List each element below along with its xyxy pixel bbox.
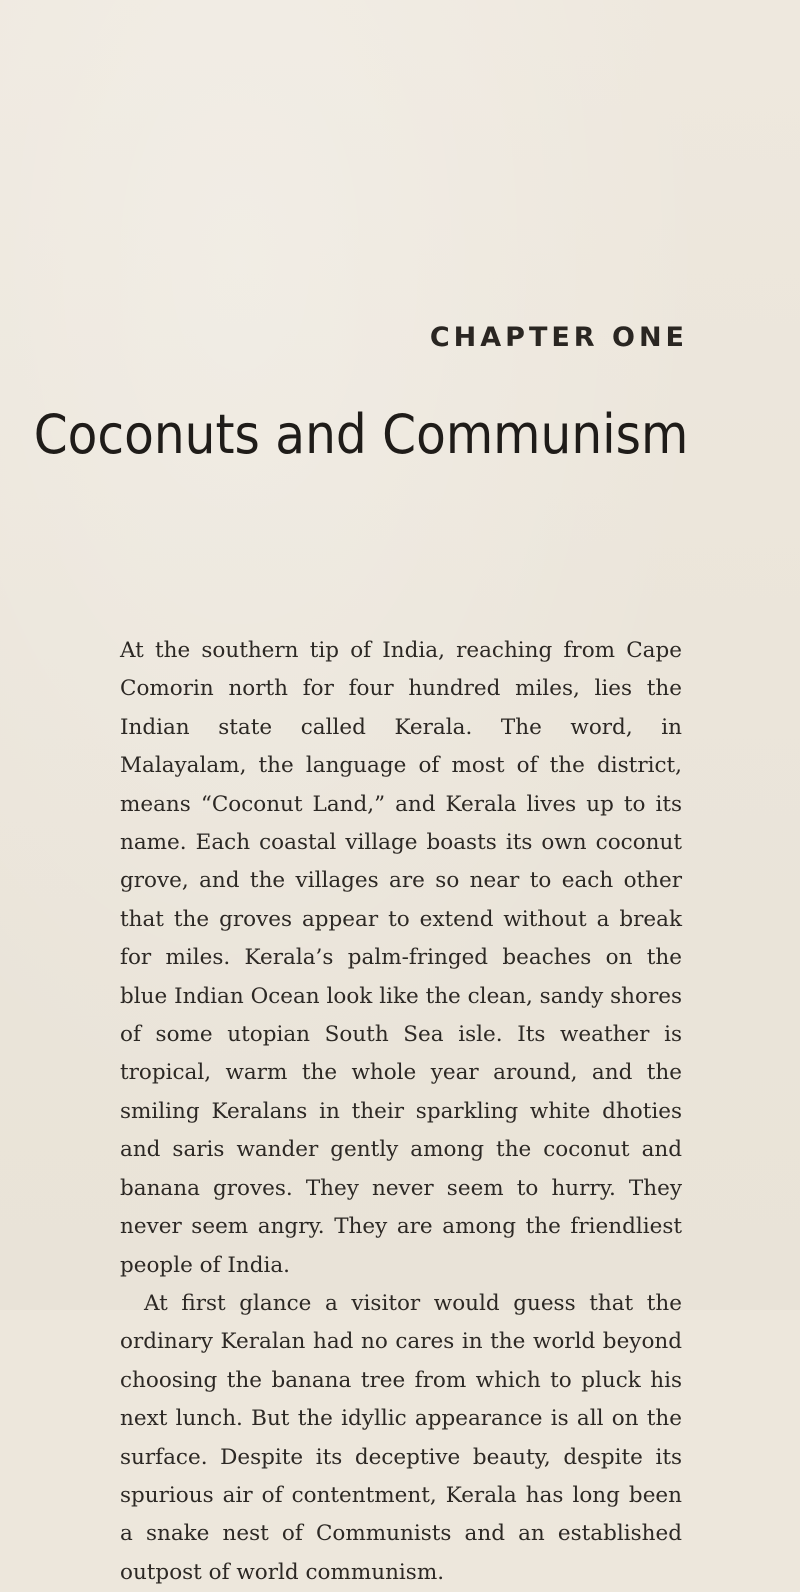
chapter-title: Coconuts and Communism	[33, 403, 688, 466]
paragraph-1: At the southern tip of India, reaching from Cape Comorin north for four hundred miles, lies the Indian state called Kerala. The word, in Malayalam, the language of most of the district, means “Coconut Land,” and Kerala lives up to its name. Each coastal village boasts its own coconut grove, and the villages are so near to each other that the groves appear to extend without a break for miles. Kerala’s palm-fringed beaches on the blue Indian Ocean look like the clean, sandy shores of some utopian South Sea isle. Its weather is tropical, warm the whole year around, and the smiling Keralans in their sparkling white dhoties and saris wander gently among the coconut and banana groves. They never seem to hurry. They never seem angry. They are among the friendliest people of India.	[120, 638, 682, 1278]
chapter-label: CHAPTER ONE	[429, 322, 688, 353]
paragraph-2: At first glance a visitor would guess that the ordinary Keralan had no cares in the world beyond choosing the banana tree from which to pluck his next lunch. But the idyllic appearance is all on the surface. Despite its deceptive beauty, despite its spurious air of contentment, Kerala has long been a snake nest of Communists and an established outpost of world communism.	[120, 1290, 682, 1585]
chapter-body	[120, 632, 682, 1592]
